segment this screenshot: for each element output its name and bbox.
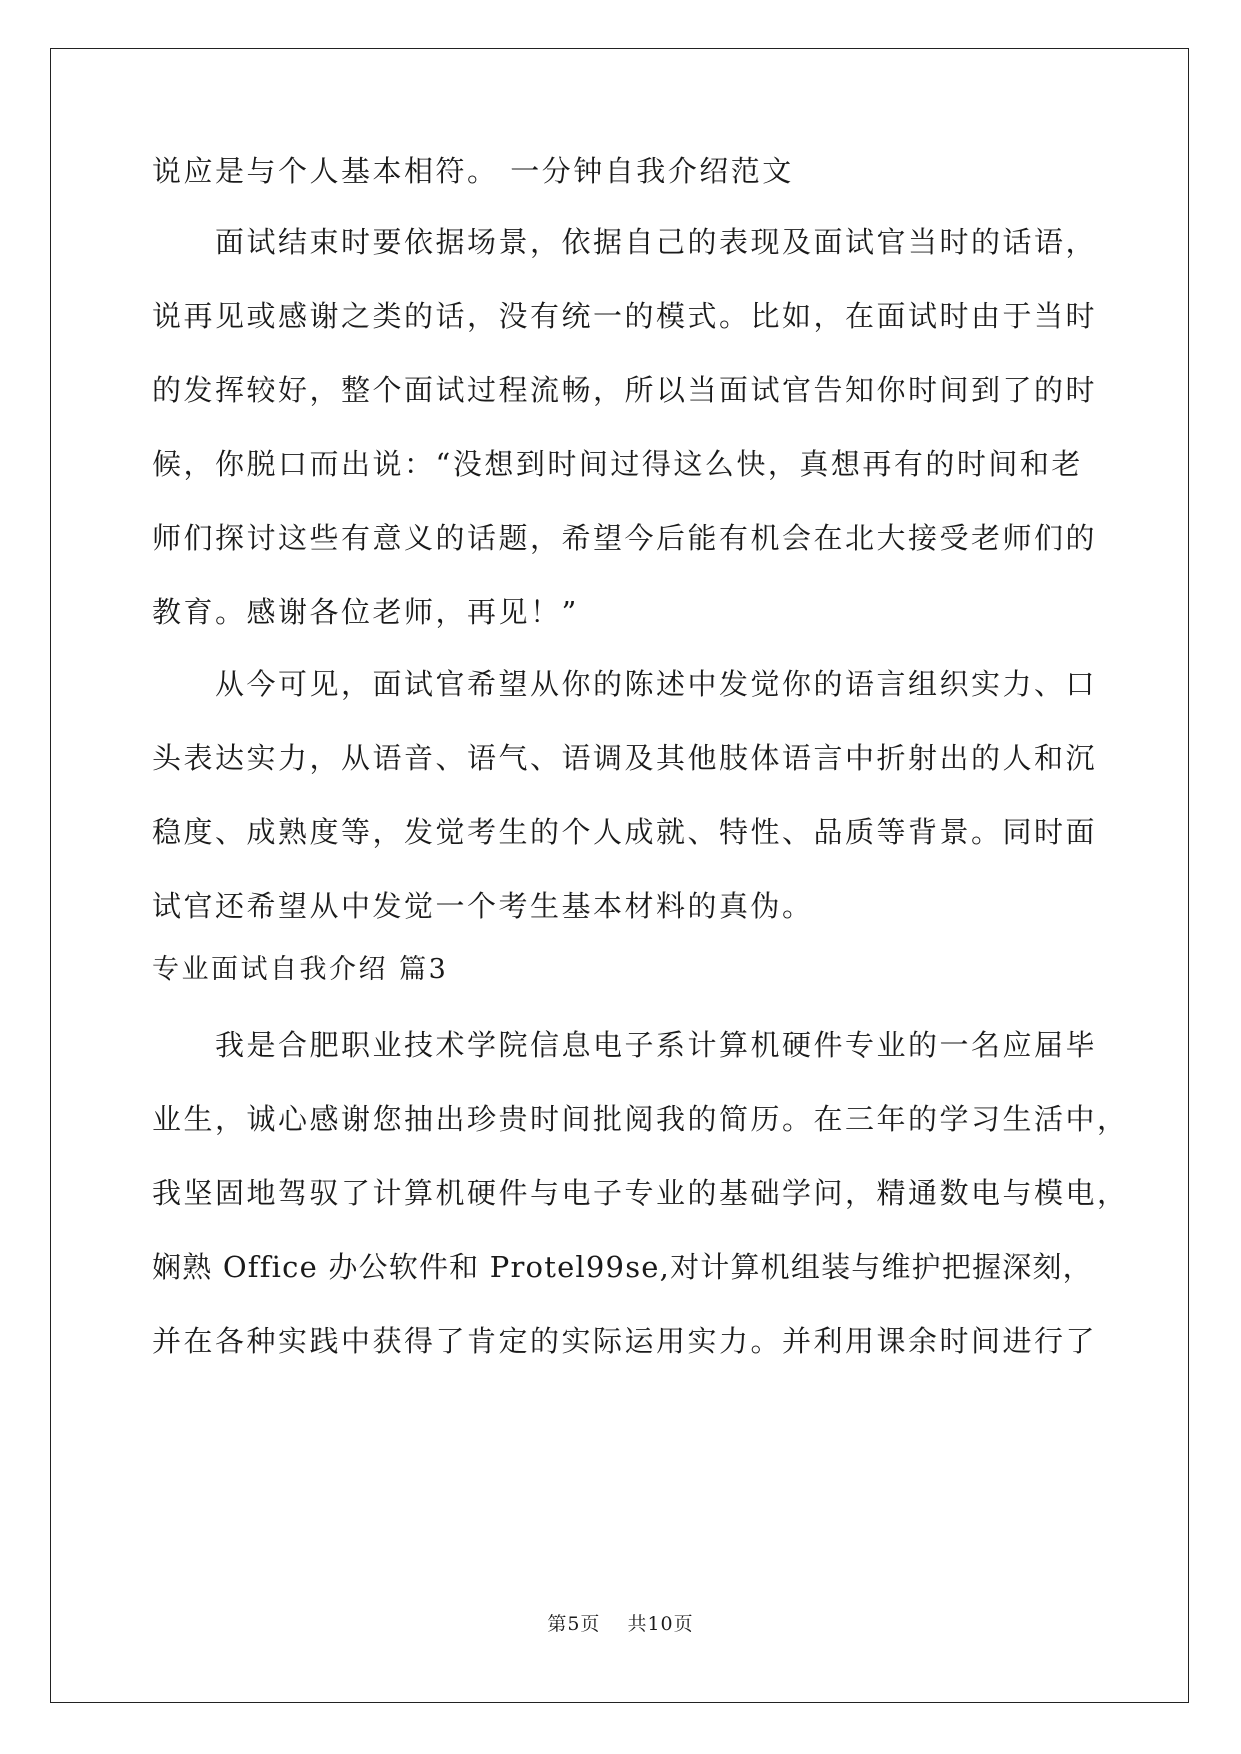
paragraph-line: 从今可见，面试官希望从你的陈述中发觉你的语言组织实力、口: [152, 667, 1098, 701]
paragraph-line: 稳度、成熟度等，发觉考生的个人成就、特性、品质等背景。同时面: [152, 815, 1098, 849]
paragraph-line: 我坚固地驾驭了计算机硬件与电子专业的基础学问，精通数电与模电，: [152, 1176, 1129, 1210]
paragraph-line: 头表达实力，从语音、语气、语调及其他肢体语言中折射出的人和沉: [152, 741, 1098, 775]
paragraph-line: 教育。感谢各位老师，再见！”: [152, 595, 579, 629]
paragraph-line: 业生，诚心感谢您抽出珍贵时间批阅我的简历。在三年的学习生活中，: [152, 1102, 1129, 1136]
page-border: [50, 48, 1189, 1703]
section-heading: 专业面试自我介绍 篇3: [152, 954, 449, 985]
page-indicator: 第5页 共10页: [547, 1613, 694, 1635]
paragraph-line: 师们探讨这些有意义的话题，希望今后能有机会在北大接受老师们的: [152, 521, 1098, 555]
text-line: 说应是与个人基本相符。 一分钟自我介绍范文: [152, 154, 794, 188]
paragraph-line: 我是合肥职业技术学院信息电子系计算机硬件专业的一名应届毕: [152, 1028, 1098, 1062]
paragraph-line: 的发挥较好，整个面试过程流畅，所以当面试官告知你时间到了的时: [152, 373, 1098, 407]
paragraph-line: 试官还希望从中发觉一个考生基本材料的真伪。: [152, 889, 814, 923]
paragraph-line: 面试结束时要依据场景，依据自己的表现及面试官当时的话语，: [152, 225, 1098, 259]
paragraph-line: 候，你脱口而出说：“没想到时间过得这么快，真想再有的时间和老: [152, 447, 1083, 481]
paragraph-line: 说再见或感谢之类的话，没有统一的模式。比如，在面试时由于当时: [152, 299, 1098, 333]
paragraph-line: 娴熟 Office 办公软件和 Protel99se,对计算机组装与维护把握深刻，: [152, 1250, 1093, 1284]
paragraph-line: 并在各种实践中获得了肯定的实际运用实力。并利用课余时间进行了: [152, 1324, 1098, 1358]
